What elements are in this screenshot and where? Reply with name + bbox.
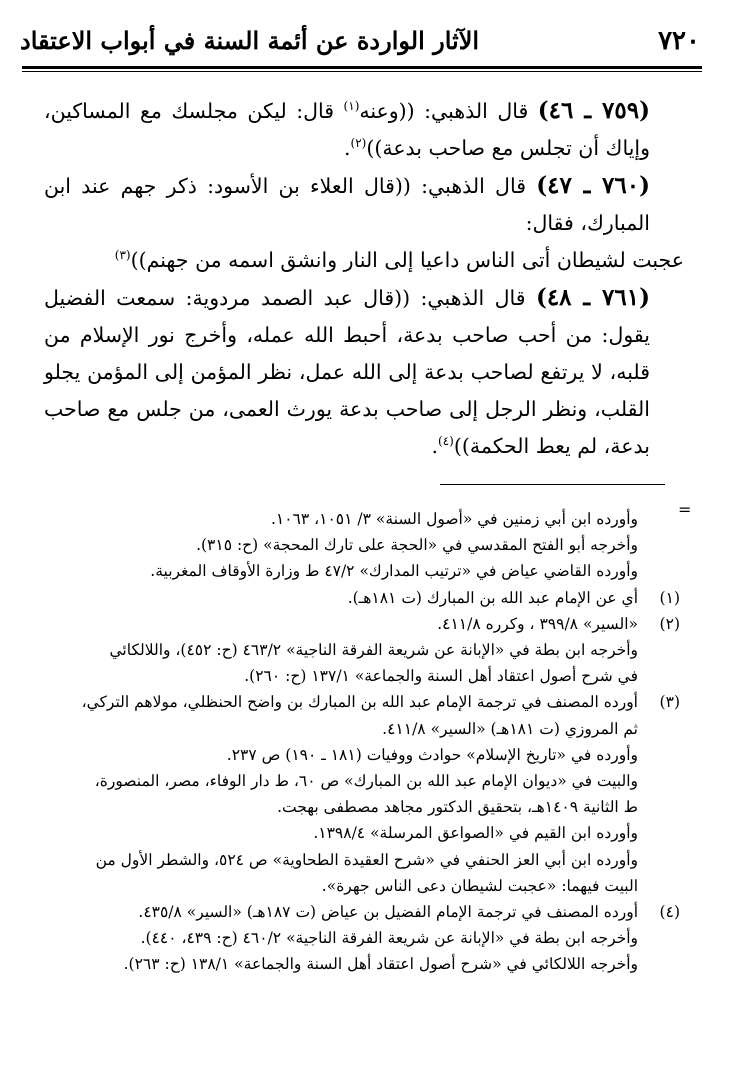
footnote-line: وأورده ابن القيم في «الصواعق المرسلة» ١٣٩٨/٤. bbox=[313, 824, 638, 843]
athar-text: قال: ليكن مجلسك مع المساكين، وإياك أن تجلس مع صاحب بدعة)) bbox=[44, 99, 650, 160]
header-rule bbox=[22, 66, 702, 69]
footnote-ref: (٤) bbox=[438, 434, 454, 449]
footnote-line: في شرح أصول اعتقاد أهل السنة والجماعة» ١٣٧/١ (ح: ٢٦٠). bbox=[244, 667, 638, 686]
footnote-label: (٤) bbox=[659, 903, 680, 922]
footnote-line: أورده المصنف في ترجمة الإمام عبد الله بن المبارك بن واضح الحنظلي، مولاهم التركي، bbox=[81, 693, 638, 712]
footnote-line: البيت فيهما: «عجبت لشيطان دعى الناس جهرة». bbox=[321, 876, 638, 895]
footnote-continuation-line: وأورده ابن أبي زمنين في «أصول السنة» ٣/ ١٠٥١، ١٠٦٣. bbox=[270, 510, 638, 528]
footnote-1 bbox=[58, 585, 680, 611]
footnote-line: وأورده في «تاريخ الإسلام» حوادث ووفيات (١٨١ ـ ١٩٠) ص ٢٣٧. bbox=[226, 745, 638, 764]
footnote-line: وأخرجه ابن بطة في «الإبانة عن شريعة الفرقة الناجية» ٤٦٠/٢ (ح: ٤٣٩، ٤٤٠). bbox=[140, 929, 638, 948]
athar-number: (٧٦٠ ـ ٤٧) bbox=[536, 172, 650, 199]
poetry-verse bbox=[44, 242, 684, 279]
footnote-ref: (٣) bbox=[114, 248, 131, 263]
footnote-2 bbox=[58, 611, 680, 637]
verse-text: عجبت لشيطان أتى الناس داعيا إلى النار وانشق اسمه من جهنم)) bbox=[130, 248, 684, 272]
athar-text: قال الذهبي: ((قال عبد الصمد مردوية: سمعت الفضيل يقول: من أحب صاحب بدعة، أحبط الله عمله، وأخرج نور الإسلام من قلبه، لا يرتفع لصاحب بدعة إلى الله عمل، نظر المؤمن إلى المؤمن يجلو القلب، ونظر الرجل إلى صاحب بدعة يورث العمى، من جلس مع صاحب بدعة، لم يعط الحكمة)) bbox=[44, 286, 650, 458]
athar-761 bbox=[44, 279, 684, 465]
continuation-mark: = bbox=[678, 500, 692, 519]
main-text bbox=[44, 92, 684, 465]
footnotes bbox=[58, 506, 680, 978]
footnote-line: «السير» ٣٩٩/٨ ، وكرره ٤١١/٨. bbox=[437, 614, 638, 633]
running-title: الآثار الواردة عن أئمة السنة في أبواب الاعتقاد bbox=[20, 26, 480, 55]
athar-text: قال الذهبي: ((وعنه bbox=[359, 99, 538, 123]
athar-text: قال الذهبي: ((قال العلاء بن الأسود: ذكر جهم عند ابن المبارك، فقال: bbox=[44, 174, 650, 235]
athar-number: (٧٥٩ ـ ٤٦) bbox=[537, 97, 650, 124]
athar-text: . bbox=[343, 136, 351, 160]
footnote-label: (١) bbox=[659, 588, 680, 607]
footnote-continuation-line: وأخرجه أبو الفتح المقدسي في «الحجة على تارك المحجة» (ح: ٣١٥). bbox=[196, 536, 638, 555]
footnote-line: ثم المروزي (ت ١٨١هـ) «السير» ٤١١/٨. bbox=[382, 719, 638, 738]
footnote-line: ط الثانية ١٤٠٩هـ، بتحقيق الدكتور مجاهد مصطفى بهجت. bbox=[277, 798, 638, 817]
footnote-line: وأخرجه ابن بطة في «الإبانة عن شريعة الفرقة الناجية» ٤٦٣/٢ (ح: ٤٥٢)، واللالكائي bbox=[109, 641, 638, 660]
footnote-line: وأورده ابن أبي العز الحنفي في «شرح العقيدة الطحاوية» ص ٥٢٤، والشطر الأول من bbox=[95, 850, 638, 869]
footnote-ref: (٢) bbox=[350, 136, 367, 151]
footnote-line: والبيت في «ديوان الإمام عبد الله بن المبارك» ص ٦٠، ط دار الوفاء، مصر، المنصورة، bbox=[94, 772, 638, 791]
athar-760 bbox=[44, 167, 684, 242]
athar-number: (٧٦١ ـ ٤٨) bbox=[535, 284, 650, 311]
footnote-line: أورده المصنف في ترجمة الإمام الفضيل بن عياض (ت ١٨٧هـ) «السير» ٤٣٥/٨. bbox=[138, 903, 638, 922]
header-rule-thin bbox=[22, 71, 702, 72]
footnote-label: (٢) bbox=[659, 614, 680, 633]
footnote-continuation-line: وأورده القاضي عياض في «ترتيب المدارك» ٤٧/٢ ط وزارة الأوقاف المغربية. bbox=[150, 562, 638, 581]
page-number: ٧٢٠ bbox=[658, 26, 700, 56]
footnote-line: وأخرجه اللالكائي في «شرح أصول اعتقاد أهل السنة والجماعة» ١٣٨/١ (ح: ٢٦٣). bbox=[123, 955, 638, 974]
footnote-4 bbox=[58, 899, 680, 925]
footnote-line: أي عن الإمام عبد الله بن المبارك (ت ١٨١هـ). bbox=[347, 588, 638, 607]
footnote-separator bbox=[440, 484, 665, 485]
athar-text: . bbox=[431, 434, 439, 458]
page-header bbox=[20, 22, 700, 64]
athar-759 bbox=[44, 92, 684, 167]
footnote-ref: (١) bbox=[343, 99, 360, 114]
footnote-3 bbox=[58, 689, 680, 715]
footnote-label: (٣) bbox=[659, 693, 680, 712]
